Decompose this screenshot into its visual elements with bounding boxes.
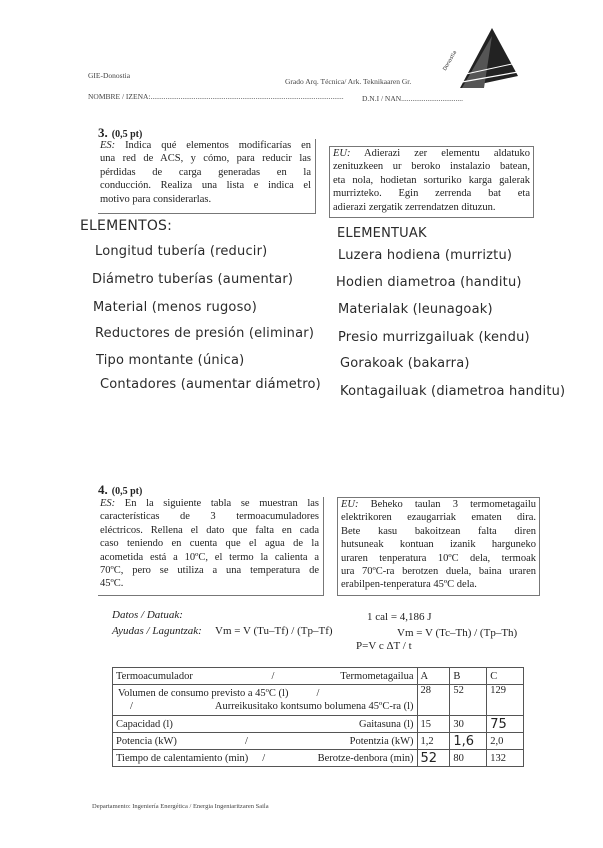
handwritten-value: 75 [487, 716, 524, 733]
table-row: Volumen de consumo previsto a 45ºC (l) / / Aurreikusitako kontsumo bolumena 45ºC-ra (l) 28 52 129 [113, 685, 524, 716]
question-4-number: 4. [98, 482, 108, 497]
answer-es-item: Diámetro tuberías (aumentar) [92, 272, 294, 287]
es-label: ES: [100, 498, 116, 509]
question-4-points: (0,5 pt) [111, 486, 143, 497]
datos-label: Datos / Datuak: [112, 609, 183, 621]
footer-department: Departamento: Ingeniería Energética / Energia Ingeniaritzaren Saila [92, 803, 269, 810]
answer-es-item: Contadores (aumentar diámetro) [100, 377, 321, 392]
question-3-es-text: ES: Indica qué elementos modificarías en una red de ACS, y cómo, para reducir las pérdidas de carga generadas en la conducción. Realiza una lista e indica el motivo para considerarlas. [98, 139, 316, 214]
answer-es-item: Longitud tubería (reducir) [95, 244, 268, 259]
answer-eu-item: Kontagailuak (diametroa handitu) [340, 384, 566, 399]
calorie-conversion: 1 cal = 4,186 J [367, 611, 432, 623]
power-formula: P=V c ΔT / t [356, 640, 412, 652]
question-4-eu-text: EU: Beheko taulan 3 termometagailu elektrikoren ezaugarriak ematen dira. Bete kasu bakoitzean falta diren hutsuneak kontuan izanik harguneko uraren tenperatura 10ºC dela, termoak ura 70ºC-ra berotzen duela, baina uraren erabilpen-tenperatura 45ºC dela. [337, 497, 540, 596]
answer-es-item: Material (menos rugoso) [93, 300, 257, 315]
question-3-points: (0,5 pt) [111, 129, 143, 140]
question-3-eu-text: EU: Adierazi zer elementu aldatuko zenituzkeen ur beroko instalazio batean, eta nola, hodietan sorturiko karga galerak murrizteko. Egin zerrenda bat eta adierazi zergatik zerrendatzen dituzun. [329, 146, 534, 218]
table-header-row: Termoacumulador / Termometagailua A B C [113, 668, 524, 685]
table-row: Tiempo de calentamiento (min) / Berotze-denbora (min) 52 80 132 [113, 750, 524, 767]
eu-label: EU: [333, 148, 351, 159]
handwritten-value: 1,6 [450, 733, 487, 750]
es-label: ES: [100, 140, 116, 151]
handwritten-value: 52 [417, 750, 450, 767]
answer-es-item: Tipo montante (única) [96, 353, 245, 368]
name-field-label: NOMBRE / IZENA:....................................................................................................... [88, 92, 344, 101]
dni-field-label: D.N.I / NAN................................. [362, 94, 464, 103]
answer-es-item: Reductores de presión (eliminar) [95, 326, 315, 341]
mixing-formula-1: Vm = V (Tu–Tf) / (Tp–Tf) [215, 625, 333, 637]
answer-es-title: ELEMENTOS: [80, 218, 173, 234]
table-row: Capacidad (l) Gaitasuna (l) 15 30 75 [113, 716, 524, 733]
table-row: Potencia (kW) / Potentzia (kW) 1,2 1,6 2,0 [113, 733, 524, 750]
ayudas-label: Ayudas / Laguntzak: [112, 625, 202, 637]
logo-text: Donostia [442, 49, 459, 72]
answer-eu-title: ELEMENTUAK [337, 226, 427, 241]
eu-label: EU: [341, 499, 359, 510]
answer-eu-item: Materialak (leunagoak) [338, 302, 493, 317]
thermo-table [112, 667, 524, 767]
header-org: GIE-Donostia [88, 71, 131, 80]
mixing-formula-2: Vm = V (Tc–Th) / (Tp–Th) [397, 627, 518, 639]
question-4-es-text: ES: En la siguiente tabla se muestran las características de 3 termoacumuladores eléctricos. Rellena el dato que falta en cada caso teniendo en cuenta que el agua de la acometida está a 10ºC, el termo la calienta a 70ºC, pero se utiliza a una temperatura de 45ºC. [98, 497, 324, 596]
university-logo [432, 22, 522, 92]
answer-eu-item: Luzera hodiena (murriztu) [338, 248, 513, 263]
answer-eu-item: Gorakoak (bakarra) [340, 356, 470, 371]
question-3-number: 3. [98, 125, 108, 140]
answer-eu-item: Hodien diametroa (handitu) [336, 275, 522, 290]
header-degree: Grado Arq. Técnica/ Ark. Teknikaaren Gr. [285, 77, 412, 86]
answer-eu-item: Presio murrizgailuak (kendu) [338, 330, 530, 345]
